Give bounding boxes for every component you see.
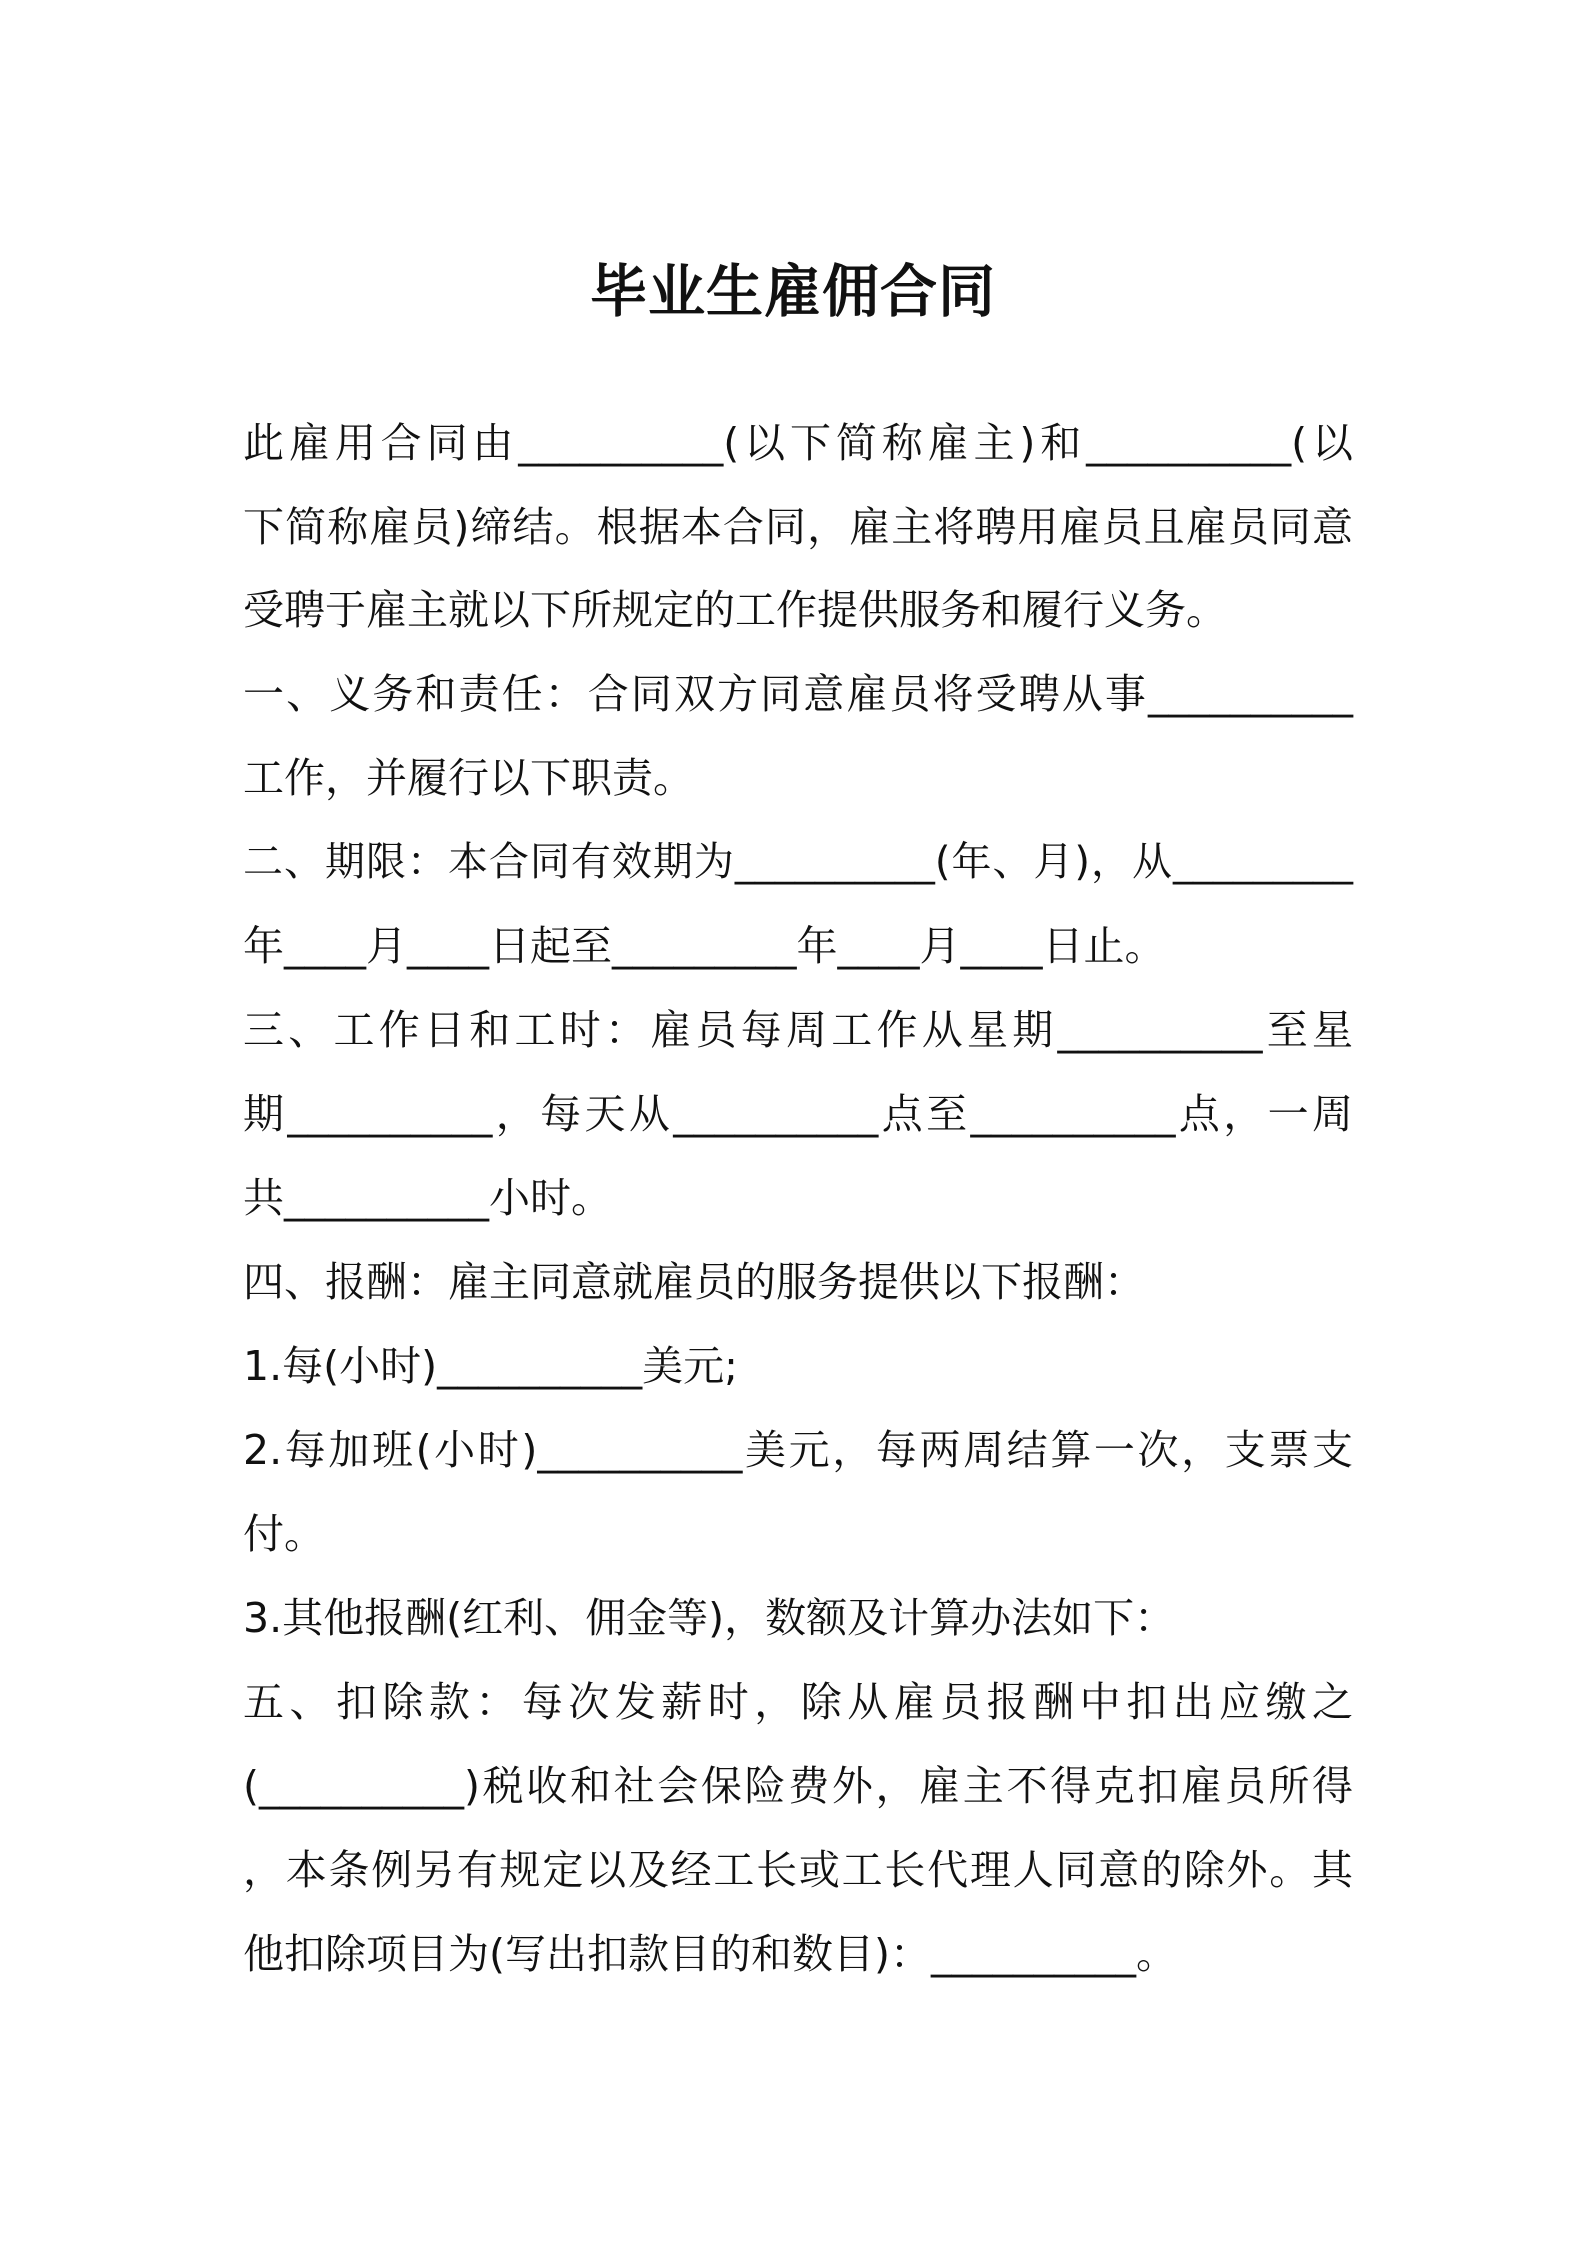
body-line: (__________)税收和社会保险费外，雇主不得克扣雇员所得 — [243, 1762, 1353, 1810]
body-line: 一、义务和责任：合同双方同意雇员将受聘从事__________ — [243, 670, 1353, 718]
body-line: 他扣除项目为(写出扣款目的和数目)：__________。 — [243, 1930, 1177, 1978]
body-line: 二、期限：本合同有效期为__________(年、月)，从_________ — [243, 839, 1353, 885]
body-line: 三、工作日和工时：雇员每周工作从星期__________至星 — [243, 1006, 1353, 1054]
body-line: 此雇用合同由__________(以下简称雇主)和__________(以 — [243, 419, 1353, 467]
body-line: 年____月____日起至_________年____月____日止。 — [243, 922, 1166, 970]
body-line: 期__________，每天从__________点至__________点，一周 — [243, 1090, 1353, 1138]
body-line: 1.每(小时)__________美元; — [243, 1342, 738, 1390]
body-line: 四、报酬：雇主同意就雇员的服务提供以下报酬： — [243, 1258, 1145, 1306]
body-line: 2.每加班(小时)__________美元，每两周结算一次，支票支 — [243, 1426, 1353, 1474]
body-line: 3.其他报酬(红利、佣金等)，数额及计算办法如下： — [243, 1594, 1176, 1642]
body-line: 付。 — [243, 1510, 325, 1558]
body-line: 下简称雇员)缔结。根据本合同，雇主将聘用雇员且雇员同意 — [243, 503, 1353, 551]
body-line: 受聘于雇主就以下所规定的工作提供服务和履行义务。 — [243, 586, 1227, 634]
document-title: 毕业生雇佣合同 — [590, 259, 996, 325]
body-line: 五、扣除款：每次发薪时，除从雇员报酬中扣出应缴之 — [243, 1678, 1353, 1726]
body-line: 共__________小时。 — [243, 1174, 612, 1222]
body-line: ，本条例另有规定以及经工长或工长代理人同意的除外。其 — [243, 1846, 1353, 1894]
body-line: 工作，并履行以下职责。 — [243, 754, 694, 802]
